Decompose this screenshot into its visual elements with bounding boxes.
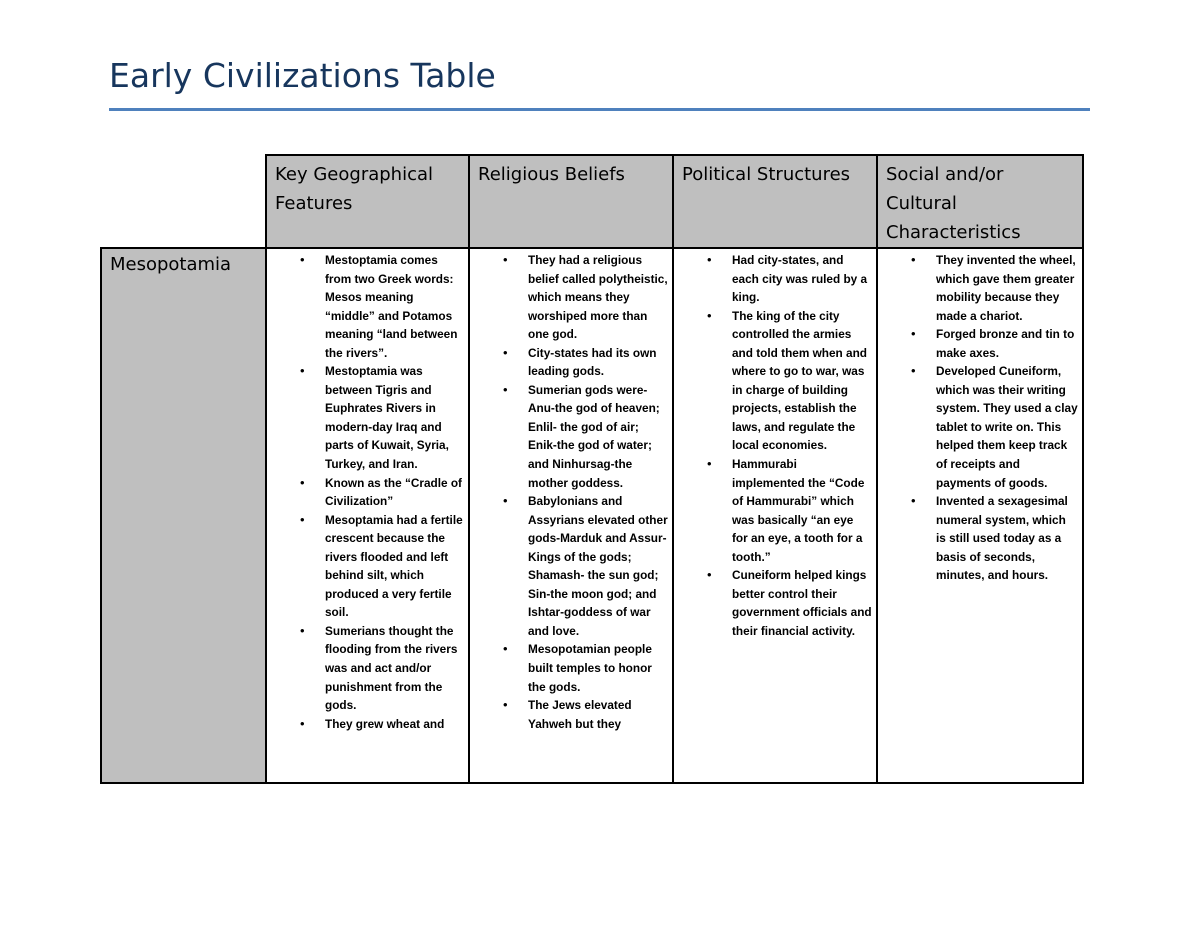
title-underline xyxy=(109,108,1090,111)
column-header-politics: Political Structures xyxy=(673,155,877,248)
bullet-item: • Babylonians and Assyrians elevated other gods-Marduk and Assur-Kings of the gods; Shamash- the sun god; Sin-the moon god; and Ishtar-goddess of war and love. xyxy=(528,492,672,640)
bullet-item: • They invented the wheel, which gave them greater mobility because they made a chariot. xyxy=(936,251,1082,325)
bullet-item: • Mesopotamian people built temples to honor the gods. xyxy=(528,640,672,696)
page-title: Early Civilizations Table xyxy=(109,56,496,95)
column-header-religion: Religious Beliefs xyxy=(469,155,673,248)
bullet-item: • Invented a sexagesimal numeral system, which is still used today as a basis of seconds, minutes, and hours. xyxy=(936,492,1082,585)
bullet-item: • Sumerian gods were- Anu-the god of heaven; Enlil- the god of air; Enik-the god of water; and Ninhursag-the mother goddess. xyxy=(528,381,672,492)
social-culture-cell xyxy=(877,248,1083,783)
social-culture-bullet-list xyxy=(878,251,1082,585)
politics-cell xyxy=(673,248,877,783)
geography-cell xyxy=(266,248,469,783)
table-row xyxy=(101,248,1083,783)
header-row xyxy=(101,155,1083,248)
geography-bullet-list xyxy=(267,251,468,733)
bullet-item: • Had city-states, and each city was ruled by a king. xyxy=(732,251,876,307)
bullet-item: • Known as the “Cradle of Civilization” xyxy=(325,474,468,511)
religion-cell xyxy=(469,248,673,783)
column-header-geography: Key Geographical Features xyxy=(266,155,469,248)
bullet-item: • The king of the city controlled the armies and told them when and where to go to war, was in charge of building projects, establish the laws, and regulate the local economies. xyxy=(732,307,876,455)
bullet-item: • Hammurabi implemented the “Code of Hammurabi” which was basically “an eye for an eye, a tooth for a tooth.” xyxy=(732,455,876,566)
column-header-social-culture: Social and/or Cultural Characteristics xyxy=(877,155,1083,248)
bullet-item: • Cuneiform helped kings better control their government officials and their financial activity. xyxy=(732,566,876,640)
row-header-mesopotamia: Mesopotamia xyxy=(101,248,266,783)
bullet-item: • Forged bronze and tin to make axes. xyxy=(936,325,1082,362)
bullet-item: • Developed Cuneiform, which was their writing system. They used a clay tablet to write on. This helped them keep track of receipts and payments of goods. xyxy=(936,362,1082,492)
bullet-item: • City-states had its own leading gods. xyxy=(528,344,672,381)
civilizations-table xyxy=(100,154,1084,784)
bullet-item: • Mesoptamia had a fertile crescent because the rivers flooded and left behind silt, which produced a very fertile soil. xyxy=(325,511,468,622)
bullet-item: • They had a religious belief called polytheistic, which means they worshiped more than one god. xyxy=(528,251,672,344)
bullet-item: • Mestoptamia comes from two Greek words: Mesos meaning “middle” and Potamos meaning “land between the rivers”. xyxy=(325,251,468,362)
bullet-item: • Sumerians thought the flooding from the rivers was and act and/or punishment from the gods. xyxy=(325,622,468,715)
bullet-item: • The Jews elevated Yahweh but they xyxy=(528,696,672,733)
corner-cell xyxy=(101,155,266,248)
politics-bullet-list xyxy=(674,251,876,640)
religion-bullet-list xyxy=(470,251,672,733)
bullet-item: • Mestoptamia was between Tigris and Euphrates Rivers in modern-day Iraq and parts of Kuwait, Syria, Turkey, and Iran. xyxy=(325,362,468,473)
bullet-item: • They grew wheat and xyxy=(325,715,468,734)
